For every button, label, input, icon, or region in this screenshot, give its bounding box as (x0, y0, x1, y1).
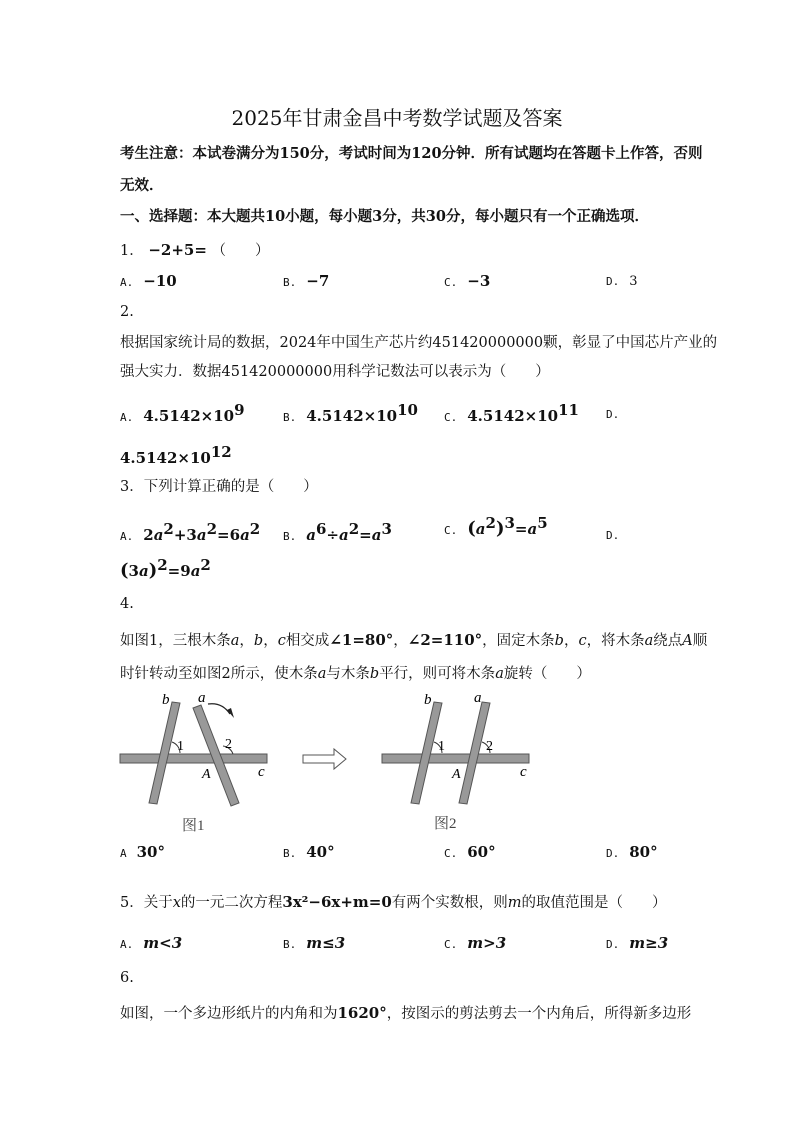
q1-number: 1． (120, 243, 144, 259)
fig1-caption: 图1 (182, 818, 205, 834)
q1-option-d[interactable]: D. 3 (606, 274, 638, 289)
q5-option-d[interactable]: D. m≥3 (606, 934, 669, 952)
fig2-label-1: 1 (438, 739, 445, 754)
q3-option-d-value: $(3a)^2=9a^2$ (120, 556, 211, 581)
q2-option-a[interactable]: A. $4.5142\times 10^9$ (120, 401, 245, 425)
q4-stem-line-2: 时针转动至如图2所示，使木条a与木条b平行，则可将木条a旋转（ ） (120, 666, 591, 682)
q2-stem-line-2: 强大实力．数据451420000000用科学记数法可以表示为（ ） (120, 364, 550, 380)
q2-option-b[interactable]: B. $4.5142\times 10^{10}$ (283, 401, 418, 425)
rotation-arrow-icon (208, 704, 230, 714)
q6-number: 6. (120, 970, 134, 986)
fig1-stick-c (120, 754, 267, 763)
q4-number: 4. (120, 596, 134, 612)
fig2-label-A: A (452, 767, 461, 782)
q5-option-b[interactable]: B. m≤3 (283, 934, 346, 952)
q1-option-a[interactable]: A. −10 (120, 272, 177, 290)
section-1-heading: 一、选择题：本大题共10小题，每小题3分，共30分，每小题只有一个正确选项． (120, 208, 649, 225)
fig2-label-2: 2 (486, 739, 493, 754)
q2-number: 2. (120, 304, 134, 320)
fig1-label-A: A (202, 767, 211, 782)
q2-option-c[interactable]: C. $4.5142\times 10^{11}$ (444, 401, 579, 425)
fig2-label-b: b (424, 692, 432, 708)
q3-stem: 3．下列计算正确的是（ ） (120, 479, 318, 495)
q4-figures (110, 690, 550, 840)
q2-option-d-label[interactable]: D. (606, 408, 620, 421)
notice-line-1: 考生注意：本试卷满分为150分，考试时间为120分钟．所有试题均在答题卡上作答，否则 (120, 145, 703, 162)
fig2-stick-c (382, 754, 529, 763)
figure-1 (120, 690, 267, 834)
q3-option-b[interactable]: B. $a^6\div a^2=a^3$ (283, 520, 392, 544)
q4-option-c[interactable]: C. 60° (444, 843, 496, 861)
fig2-label-a: a (474, 690, 482, 706)
q1-option-b[interactable]: B. −7 (283, 272, 330, 290)
q2-stem-line-1: 根据国家统计局的数据，2024年中国生产芯片约451420000000颗，彰显了中国芯片产业的 (120, 335, 718, 351)
notice-line-2: 无效． (120, 177, 164, 194)
fig1-label-c: c (258, 764, 265, 780)
exam-title: 2025年甘肃金昌中考数学试题及答案 (231, 106, 563, 130)
q1-expression: −2+5= (148, 241, 207, 259)
q4-stem-line-1: 如图1，三根木条a，b，c相交成∠1=80°，∠2=110°，固定木条b，c，将木条a绕点A顺 (120, 631, 708, 649)
q2-option-d-value: $4.5142\times 10^{12}$ (120, 443, 232, 467)
q3-option-c[interactable]: C. $(a^2)^3=a^5$ (444, 514, 548, 539)
fig1-label-b: b (162, 692, 170, 708)
fig1-label-1: 1 (177, 739, 184, 754)
q1-stem (120, 240, 270, 261)
fig1-stick-b (149, 702, 180, 804)
q5-stem: 5．关于x的一元二次方程3x²−6x+m=0有两个实数根，则m的取值范围是（ ） (120, 893, 667, 911)
figure-2 (382, 690, 529, 832)
q3-option-a[interactable]: A. $2a^2+3a^2=6a^2$ (120, 520, 261, 544)
q6-stem-line-1: 如图，一个多边形纸片的内角和为1620°，按图示的剪法剪去一个内角后，所得新多边形 (120, 1004, 692, 1022)
q5-option-c[interactable]: C. m>3 (444, 934, 507, 952)
q1-bracket: （ ） (211, 243, 270, 259)
q4-option-a[interactable]: A 30° (120, 843, 165, 861)
transition-arrow-icon (303, 749, 346, 769)
rotation-arrow-head-icon (227, 708, 234, 718)
q4-option-d[interactable]: D. 80° (606, 843, 658, 861)
q3-option-d-label[interactable]: D. (606, 529, 620, 542)
fig1-label-2: 2 (225, 737, 232, 752)
fig2-label-c: c (520, 764, 527, 780)
q5-option-a[interactable]: A. m<3 (120, 934, 183, 952)
q1-option-c[interactable]: C. −3 (444, 272, 491, 290)
q4-option-b[interactable]: B. 40° (283, 843, 335, 861)
fig2-caption: 图2 (434, 816, 457, 832)
fig1-label-a: a (198, 690, 206, 706)
